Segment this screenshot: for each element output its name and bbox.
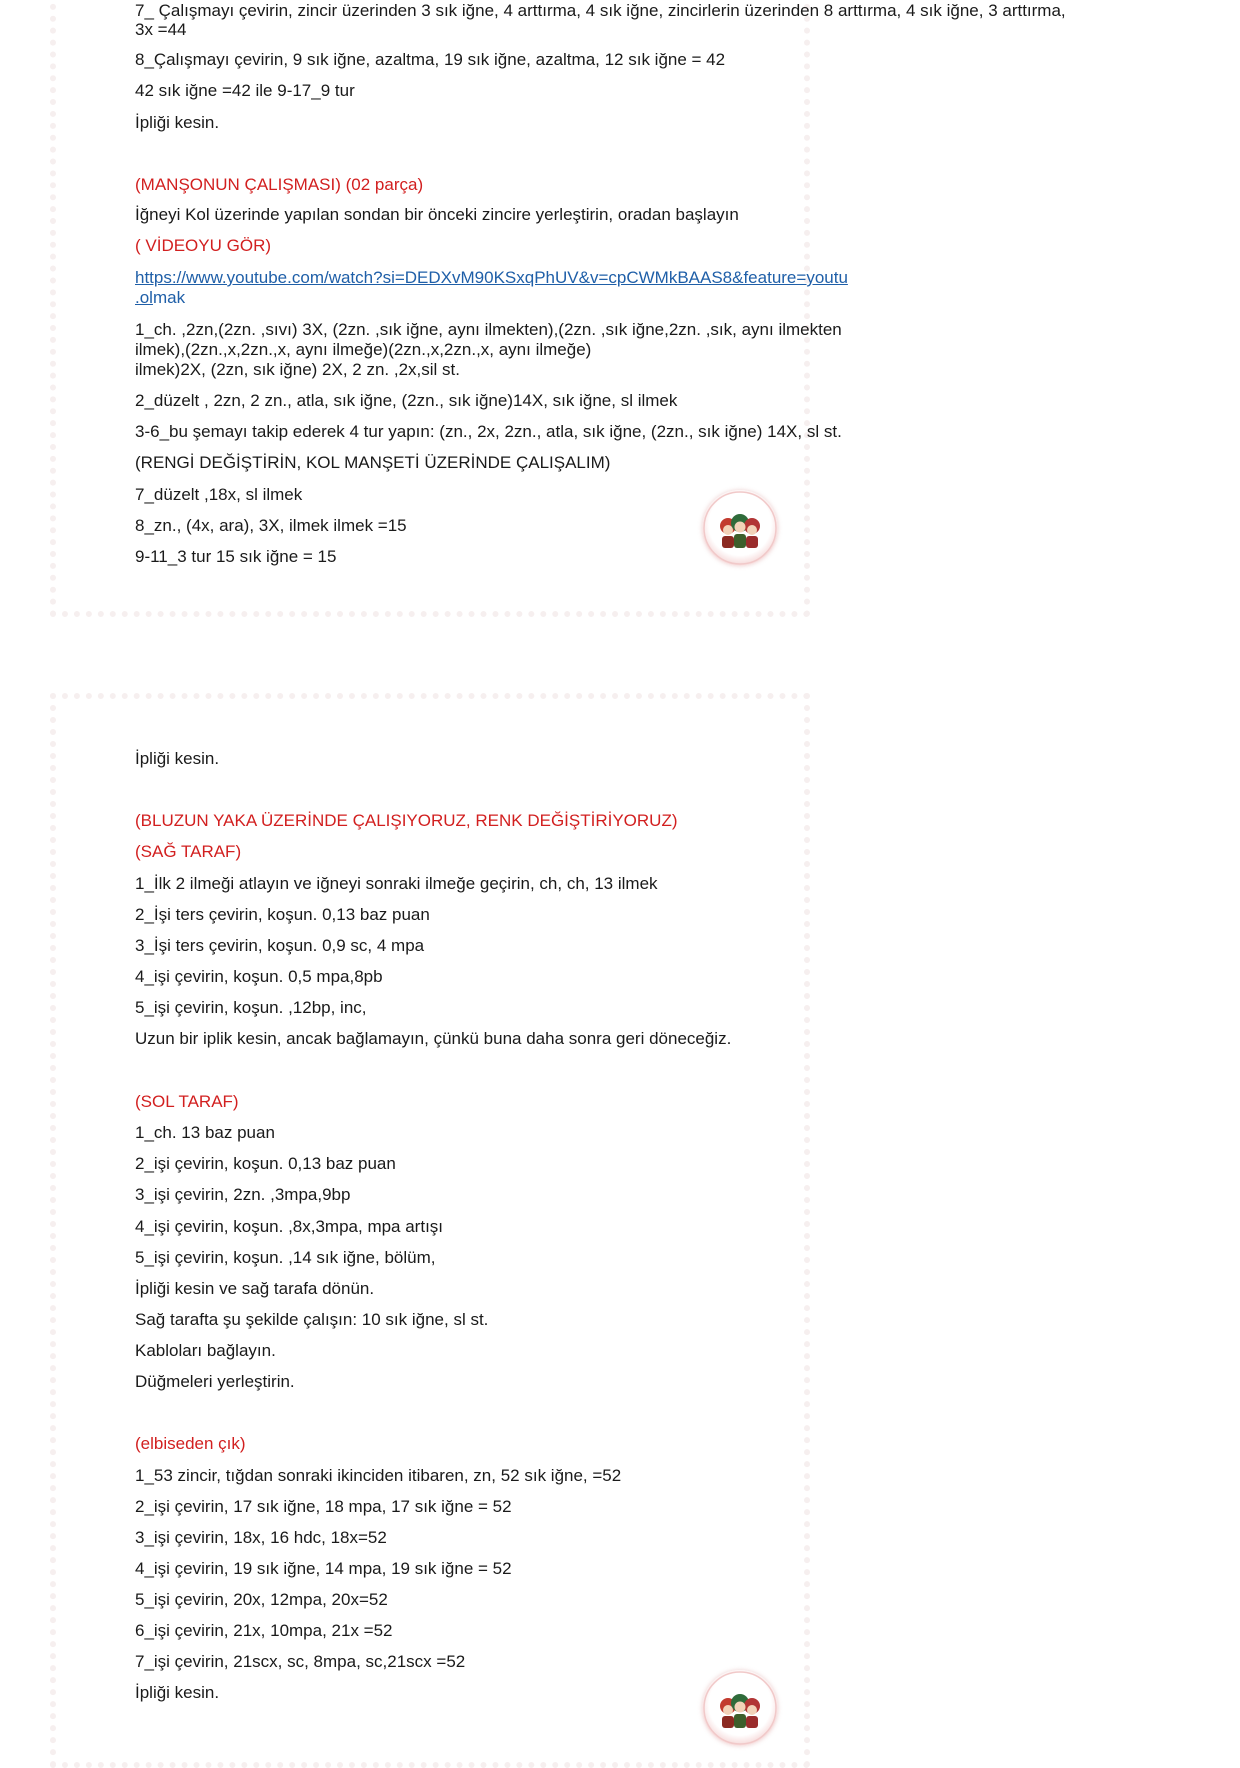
cuff-rows-9-11-text: 9-11_3 tur 15 sık iğne = 15: [135, 547, 337, 566]
cut-yarn-text-2: İpliği kesin.: [135, 749, 220, 768]
watermark-dolls-icon-2: [702, 1670, 778, 1746]
cuff-row-7-text: 7_düzelt ,18x, sl ilmek: [135, 485, 303, 504]
left-side-note-4: Düğmeleri yerleştirin.: [135, 1372, 295, 1391]
dress-row-7-text: 7_işi çevirin, 21scx, sc, 8mpa, sc,21scx =52: [135, 1652, 466, 1671]
left-side-note-2: Sağ tarafta şu şekilde çalışın: 10 sık iğne, sl st.: [135, 1310, 489, 1329]
left-row-4-text: 4_işi çevirin, koşun. ,8x,3mpa, mpa artışı: [135, 1217, 444, 1236]
left-side-note-3: Kabloları bağlayın.: [135, 1341, 276, 1360]
right-side-note: Uzun bir iplik kesin, ancak bağlamayın, çünkü buna daha sonra geri döneceğiz.: [135, 1029, 732, 1048]
left-side-note-1: İpliği kesin ve sağ tarafa dönün.: [135, 1279, 375, 1298]
cuff-row-2-text: 2_düzelt , 2zn, 2 zn., atla, sık iğne, (2zn., sık iğne)14X, sık iğne, sl ilmek: [135, 391, 678, 410]
right-row-3-text: 3_İşi ters çevirin, koşun. 0,9 sc, 4 mpa: [135, 936, 425, 955]
row-7-text-cont: 3x =44: [135, 20, 187, 39]
youtube-link-cont-underlined[interactable]: .ol: [135, 288, 153, 307]
row-7-text: 7_ Çalışmayı çevirin, zincir üzerinden 3 sık iğne, 4 arttırma, 4 sık iğne, zincirlerin üzerinden 8 arttırma, 4 sık iğne, 3 arttırma,: [135, 1, 1066, 20]
section-heading-collar: (BLUZUN YAKA ÜZERİNDE ÇALIŞIYORUZ, RENK DEĞİŞTİRİYORUZ): [135, 811, 678, 830]
cut-yarn-text-3: İpliği kesin.: [135, 1683, 220, 1702]
cuff-rows-3-6-text: 3-6_bu şemayı takip ederek 4 tur yapın: (zn., 2x, 2zn., atla, sık iğne, (2zn., sık iğne) 14X, sl st.: [135, 422, 842, 441]
dress-row-2-text: 2_işi çevirin, 17 sık iğne, 18 mpa, 17 sık iğne = 52: [135, 1497, 512, 1516]
dress-row-3-text: 3_işi çevirin, 18x, 16 hdc, 18x=52: [135, 1528, 387, 1547]
watermark-dolls-icon: [702, 490, 778, 566]
youtube-link-cont-tail[interactable]: mak: [152, 288, 186, 307]
watermark-logo-2: [702, 1670, 778, 1746]
watch-video-heading: ( VİDEOYU GÖR): [135, 236, 272, 255]
row-8-text: 8_Çalışmayı çevirin, 9 sık iğne, azaltma, 19 sık iğne, azaltma, 12 sık iğne = 42: [135, 50, 726, 69]
section-heading-cuff: (MANŞONUN ÇALIŞMASI) (02 parça): [135, 175, 424, 194]
right-row-2-text: 2_İşi ters çevirin, koşun. 0,13 baz puan: [135, 905, 430, 924]
left-row-5-text: 5_işi çevirin, koşun. ,14 sık iğne, bölüm,: [135, 1248, 436, 1267]
section-heading-left-side: (SOL TARAF): [135, 1092, 239, 1111]
right-row-5-text: 5_işi çevirin, koşun. ,12bp, inc,: [135, 998, 367, 1017]
left-row-3-text: 3_işi çevirin, 2zn. ,3mpa,9bp: [135, 1185, 351, 1204]
section-heading-right-side: (SAĞ TARAF): [135, 842, 242, 861]
left-row-2-text: 2_işi çevirin, koşun. 0,13 baz puan: [135, 1154, 396, 1173]
dress-row-6-text: 6_işi çevirin, 21x, 10mpa, 21x =52: [135, 1621, 393, 1640]
youtube-link[interactable]: https://www.youtube.com/watch?si=DEDXvM90KSxqPhUV&v=cpCWMkBAAS8&feature=youtu: [135, 268, 848, 287]
dress-row-4-text: 4_işi çevirin, 19 sık iğne, 14 mpa, 19 sık iğne = 52: [135, 1559, 512, 1578]
rows-9-17-text: 42 sık iğne =42 ile 9-17_9 tur: [135, 81, 355, 100]
youtube-link-cont[interactable]: [135, 288, 185, 308]
cut-yarn-text: İpliği kesin.: [135, 113, 220, 132]
cuff-intro-text: İğneyi Kol üzerinde yapılan sondan bir önceki zincire yerleştirin, oradan başlayın: [135, 205, 739, 224]
right-row-1-text: 1_İlk 2 ilmeği atlayın ve iğneyi sonraki ilmeğe geçirin, ch, ch, 13 ilmek: [135, 874, 658, 893]
right-row-4-text: 4_işi çevirin, koşun. 0,5 mpa,8pb: [135, 967, 383, 986]
change-color-note: (RENGİ DEĞİŞTİRİN, KOL MANŞETİ ÜZERİNDE ÇALIŞALIM): [135, 453, 611, 472]
dress-row-1-text: 1_53 zincir, tığdan sonraki ikinciden itibaren, zn, 52 sık iğne, =52: [135, 1466, 622, 1485]
cuff-row-1-text-cont: ilmek),(2zn.,x,2zn.,x, aynı ilmeğe)(2zn.,x,2zn.,x, aynı ilmeğe): [135, 340, 592, 359]
left-row-1-text: 1_ch. 13 baz puan: [135, 1123, 275, 1142]
cuff-row-1-text-cont2: ilmek)2X, (2zn, sık iğne) 2X, 2 zn. ,2x,sil st.: [135, 360, 461, 379]
watermark-logo: [702, 490, 778, 566]
cuff-row-8-text: 8_zn., (4x, ara), 3X, ilmek ilmek =15: [135, 516, 407, 535]
dress-row-5-text: 5_işi çevirin, 20x, 12mpa, 20x=52: [135, 1590, 388, 1609]
section-heading-dress: (elbiseden çık): [135, 1434, 246, 1453]
cuff-row-1-text: 1_ch. ,2zn,(2zn. ,sıvı) 3X, (2zn. ,sık iğne, aynı ilmekten),(2zn. ,sık iğne,2zn. ,sık, aynı ilmekten: [135, 320, 842, 339]
